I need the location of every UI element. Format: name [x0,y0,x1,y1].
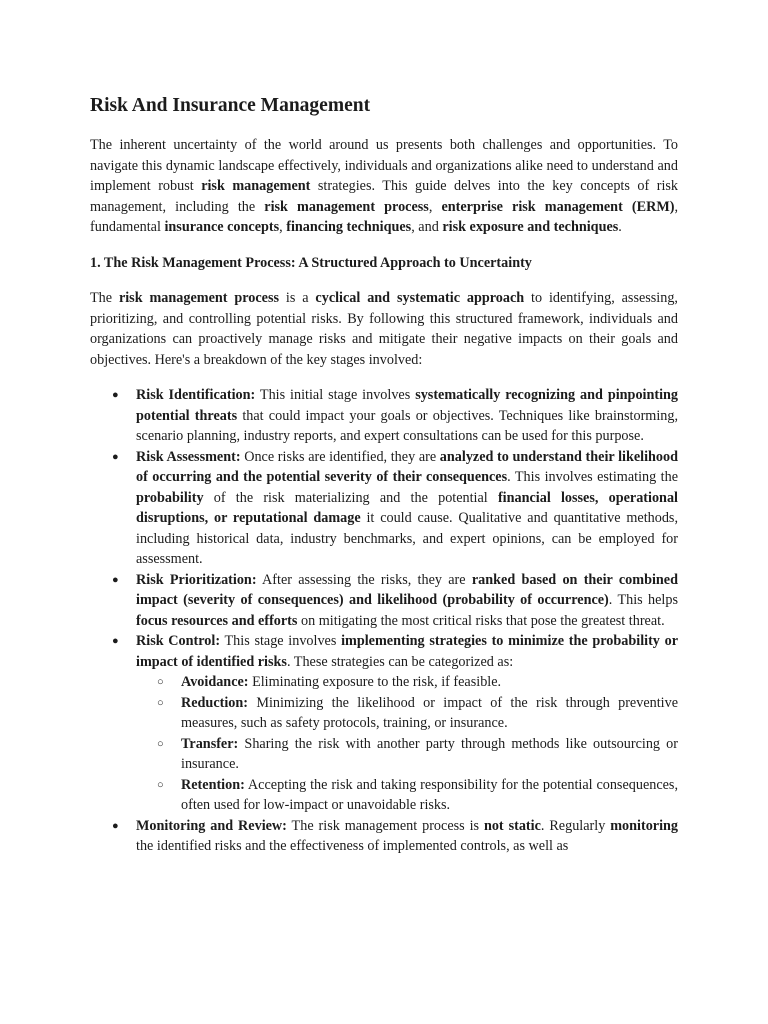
bold-text-run: enterprise risk management (ERM) [441,198,675,215]
text-run: The inherent uncertainty of the world around us presents both challenges and opportunities. To navigate this dynamic landscape effectively, individuals and organizations alike need to understand and implement robust [90,137,678,194]
page-title: Risk And Insurance Management [90,95,371,116]
text-run: After assessing the risks, they are [256,571,472,588]
bold-text-run: Risk Assessment: [136,448,241,465]
text-run: Sharing the risk with another party through methods like outsourcing or insurance. [181,735,678,772]
stage-text [136,818,678,855]
bold-text-run: cyclical and systematic approach [315,290,525,306]
stage-list-item [90,570,678,632]
stage-list-item [90,447,678,570]
stage-text [136,387,678,444]
text-run: . [618,219,622,235]
text-run: , [279,219,287,235]
bold-text-run: financial losses, operational disruptions, or reputational damage [136,489,678,526]
text-run: , [428,198,442,215]
bold-text-run: risk management process [118,290,280,306]
bullet-icon: ● [112,635,119,647]
hollow-bullet-icon: ○ [157,778,164,791]
strategy-text [181,736,678,773]
bold-text-run: Transfer: [181,735,239,752]
bold-text-run: Risk Control: [136,633,221,649]
text-run: to identifying, assessing, prioritizing, and controlling potential risks. By following this structured framework, individuals and organizations can proactively manage risks and mitigate their negative impacts on their goals and objectives. Here's a breakdown of the key stages involved: [90,290,678,368]
bold-text-run: focus resources and efforts [136,612,298,629]
text-run: The risk management process is [286,817,484,834]
text-run: that could impact your goals or objectives. Techniques like brainstorming, scenario planning, industry reports, and expert consultations can be used for this purpose. [136,407,679,444]
bold-text-run: analyzed to understand their likelihood of occurring and the potential severity of their consequences [136,448,678,485]
bullet-icon: ● [112,819,119,832]
bold-text-run: risk management process [264,198,429,215]
stage-list-item [90,631,678,816]
text-run: , fundamental [90,198,678,235]
text-run: . This involves estimating the [507,469,679,485]
strategy-list-item [136,672,678,693]
strategy-list-item [136,775,678,816]
stage-text [136,633,678,670]
text-run: the identified risks and the effectiveness of implemented controls, as well as [136,838,569,854]
stage-list-item [90,385,678,447]
bold-text-run: risk exposure and techniques [442,219,619,235]
strategy-text [181,777,678,814]
text-run: . Regularly [540,817,611,834]
strategy-text [181,674,501,690]
text-run: is a [279,290,316,306]
bullet-icon: ● [112,573,119,586]
bullet-icon: ● [112,389,119,401]
bold-text-run: not static [483,817,541,834]
bold-text-run: Monitoring and Review: [136,817,287,834]
bold-text-run: Retention: [181,776,245,793]
hollow-bullet-icon: ○ [157,737,164,750]
bold-text-run: financing techniques [286,219,412,235]
text-run: , and [411,219,443,235]
text-run: This initial stage involves [255,387,416,403]
stages-list [90,385,678,857]
bold-text-run: probability [136,489,204,506]
bold-text-run: Risk Prioritization: [136,571,257,588]
document-content [90,93,678,857]
section-lead-paragraph [90,288,678,370]
text-run: of the risk materializing and the potential [203,489,498,506]
stage-text [136,449,678,568]
text-run: strategies. This guide delves into the key concepts of risk management, including the [90,178,678,215]
text-run: Accepting the risk and taking responsibility for the potential consequences, often used for low-impact or unavoidable risks. [181,776,678,813]
bold-text-run: risk management [201,178,311,194]
text-run: . This helps [608,592,678,608]
strategy-text [181,695,678,732]
bold-text-run: ranked based on their combined impact (severity of consequences) and likelihood (probability of occurrence) [136,571,678,608]
text-run: Once risks are identified, they are [240,448,440,465]
hollow-bullet-icon: ○ [157,696,164,709]
bold-text-run: Reduction: [181,694,248,711]
text-run: Minimizing the likelihood or impact of the risk through preventive measures, such as safety protocols, training, or insurance. [181,694,678,731]
text-run: . These strategies can be categorized as: [286,653,514,670]
text-run: on mitigating the most critical risks that pose the greatest threat. [297,612,665,629]
text-run: The [90,290,119,306]
strategy-list-item [136,734,678,775]
intro-paragraph [90,135,678,238]
bullet-icon: ● [112,450,119,463]
strategy-list-item [136,693,678,734]
text-run: it could cause. Qualitative and quantitative methods, including historical data, industry benchmarks, and expert opinions, can be employed for assessment. [136,510,678,567]
hollow-bullet-icon: ○ [157,676,164,688]
bold-text-run: monitoring [610,817,679,834]
stage-text [136,572,678,629]
bold-text-run: Avoidance: [181,674,249,690]
section-heading: 1. The Risk Management Process: A Structured Approach to Uncertainty [90,254,532,271]
text-run: Eliminating exposure to the risk, if feasible. [248,674,502,690]
bold-text-run: Risk Identification: [136,387,256,403]
stage-list-item [90,816,678,857]
bold-text-run: implementing strategies to minimize the probability or impact of identified risks [136,633,678,670]
strategy-sublist [136,672,678,816]
bold-text-run: insurance concepts [164,219,280,235]
text-run: This stage involves [220,633,342,649]
bold-text-run: systematically recognizing and pinpointing potential threats [136,387,679,424]
